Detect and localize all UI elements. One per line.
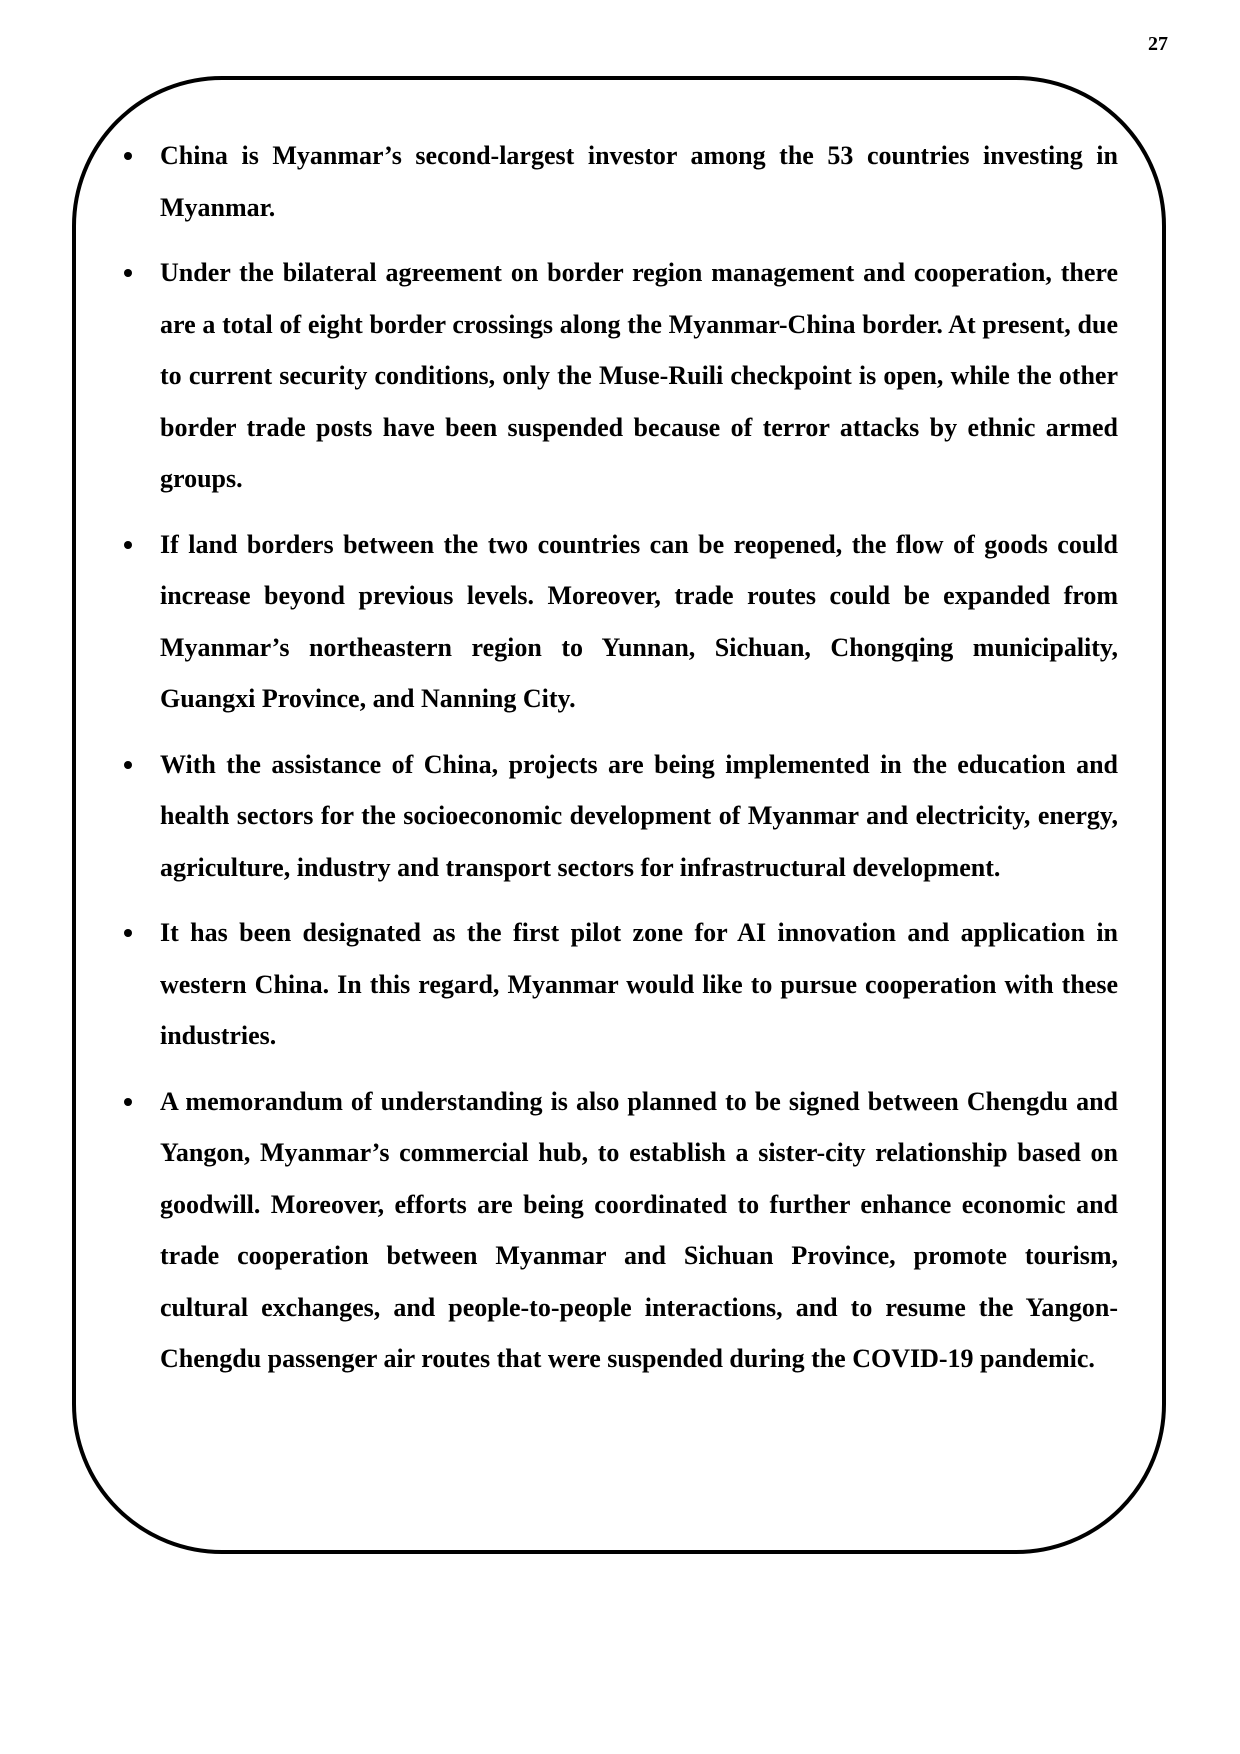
list-item: [112, 519, 1118, 725]
bullet-dot-icon: [124, 761, 132, 769]
bullet-text: It has been designated as the first pilot zone for AI innovation and application in western China. In this regard, Myanmar would like to pursue cooperation with these industries.: [160, 918, 1118, 1050]
bullet-dot-icon: [124, 269, 132, 277]
bullet-dot-icon: [124, 541, 132, 549]
list-item: [112, 907, 1118, 1062]
list-item: [112, 1076, 1118, 1385]
bullet-dot-icon: [124, 152, 132, 160]
bullet-text: Under the bilateral agreement on border region management and cooperation, there are a total of eight border crossings along the Myanmar-China border. At present, due to current security conditions, only the Muse-Ruili checkpoint is open, while the other border trade posts have been suspended because of terror attacks by ethnic armed groups.: [160, 258, 1118, 493]
bullet-dot-icon: [124, 929, 132, 937]
bullet-list: [112, 130, 1118, 1399]
bullet-text: China is Myanmar’s second-largest investor among the 53 countries investing in Myanmar.: [160, 141, 1118, 222]
bullet-text: A memorandum of understanding is also planned to be signed between Chengdu and Yangon, Myanmar’s commercial hub, to establish a sister-city relationship based on goodwill. Moreover, efforts are being coordinated to further enhance economic and trade cooperation between Myanmar and Sichuan Province, promote tourism, cultural exchanges, and people-to-people interactions, and to resume the Yangon-Chengdu passenger air routes that were suspended during the COVID-19 pandemic.: [160, 1086, 1118, 1373]
list-item: [112, 247, 1118, 505]
bullet-text: If land borders between the two countries can be reopened, the flow of goods could increase beyond previous levels. Moreover, trade routes could be expanded from Myanmar’s northeastern region to Yunnan, Sichuan, Chongqing municipality, Guangxi Province, and Nanning City.: [160, 529, 1118, 713]
list-item: [112, 739, 1118, 894]
bullet-text: With the assistance of China, projects are being implemented in the education and health sectors for the socioeconomic development of Myanmar and electricity, energy, agriculture, industry and transport sectors for infrastructural development.: [160, 749, 1118, 882]
bullet-dot-icon: [124, 1098, 132, 1106]
list-item: [112, 130, 1118, 233]
page-number: 27: [1148, 33, 1168, 55]
